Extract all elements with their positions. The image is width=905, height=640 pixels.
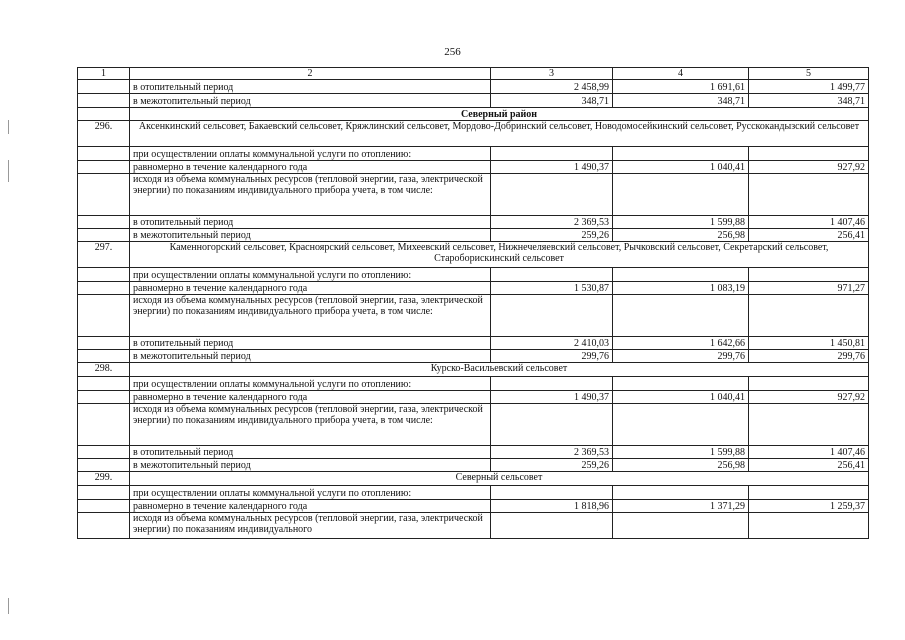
value-cell: 1 499,77 — [749, 80, 869, 94]
row-label: при осуществлении оплаты коммунальной услуги по отоплению: — [130, 377, 491, 391]
table-row — [78, 94, 869, 108]
settlement-list: Каменногорский сельсовет, Красноярский сельсовет, Михеевский сельсовет, Нижнечеляевский сельсовет, Рычковский сельсовет, Секретарский сельсовет, Староборискинский сельсовет — [130, 242, 869, 268]
table-row — [78, 174, 869, 216]
value-cell: 1 490,37 — [491, 161, 613, 174]
value-cell: 348,71 — [491, 94, 613, 108]
value-cell: 2 369,53 — [491, 446, 613, 459]
header-cell: 5 — [749, 68, 869, 80]
table-header-row — [78, 68, 869, 80]
header-cell: 4 — [613, 68, 749, 80]
row-label: в отопительный период — [130, 80, 491, 94]
settlement-row — [78, 121, 869, 147]
row-description: исходя из объема коммунальных ресурсов (тепловой энергии, газа, электрической энергии) по показаниям индивидуального прибора учета, в том числе: — [130, 174, 491, 216]
table-row — [78, 391, 869, 404]
table-row — [78, 337, 869, 350]
value-cell: 1 642,66 — [613, 337, 749, 350]
value-cell: 2 410,03 — [491, 337, 613, 350]
settlement-list: Аксенкинский сельсовет, Бакаевский сельсовет, Кряжлинский сельсовет, Мордово-Добринский сельсовет, Новодомосейкинский сельсовет, Русскокандызский сельсовет — [130, 121, 869, 147]
value-cell: 299,76 — [749, 350, 869, 363]
row-label: в отопительный период — [130, 446, 491, 459]
value-cell: 1 040,41 — [613, 391, 749, 404]
row-label: в отопительный период — [130, 337, 491, 350]
row-label: равномерно в течение календарного года — [130, 282, 491, 295]
row-label: в межотопительный период — [130, 94, 491, 108]
table-row — [78, 350, 869, 363]
value-cell: 1 691,61 — [613, 80, 749, 94]
row-label: в отопительный период — [130, 216, 491, 229]
value-cell: 1 407,46 — [749, 216, 869, 229]
row-label: при осуществлении оплаты коммунальной услуги по отоплению: — [130, 147, 491, 161]
value-cell: 927,92 — [749, 391, 869, 404]
value-cell: 1 530,87 — [491, 282, 613, 295]
scan-edge-mark — [8, 120, 9, 134]
value-cell: 256,41 — [749, 229, 869, 242]
table-row — [78, 229, 869, 242]
row-label: равномерно в течение календарного года — [130, 391, 491, 404]
table-row — [78, 80, 869, 94]
region-title: Северный район — [130, 108, 869, 121]
table-row — [78, 459, 869, 472]
table-row — [78, 161, 869, 174]
entry-number: 297. — [78, 242, 130, 268]
header-cell: 2 — [130, 68, 491, 80]
value-cell: 348,71 — [749, 94, 869, 108]
row-description: исходя из объема коммунальных ресурсов (тепловой энергии, газа, электрической энергии) по показаниям индивидуального прибора учета, в том числе: — [130, 295, 491, 337]
settlement-row — [78, 472, 869, 486]
value-cell: 971,27 — [749, 282, 869, 295]
tariff-table — [77, 67, 869, 539]
value-cell: 1 083,19 — [613, 282, 749, 295]
row-description: исходя из объема коммунальных ресурсов (тепловой энергии, газа, электрической энергии) по показаниям индивидуального — [130, 513, 491, 539]
value-cell: 259,26 — [491, 229, 613, 242]
row-label: в межотопительный период — [130, 459, 491, 472]
table-row — [78, 147, 869, 161]
entry-number: 296. — [78, 121, 130, 147]
table-row — [78, 486, 869, 500]
value-cell: 299,76 — [491, 350, 613, 363]
table-row — [78, 295, 869, 337]
header-cell: 1 — [78, 68, 130, 80]
value-cell: 1 599,88 — [613, 216, 749, 229]
value-cell: 256,98 — [613, 459, 749, 472]
value-cell: 1 371,29 — [613, 500, 749, 513]
table-row — [78, 513, 869, 539]
region-row — [78, 108, 869, 121]
value-cell: 1 407,46 — [749, 446, 869, 459]
entry-number: 299. — [78, 472, 130, 486]
table-row — [78, 268, 869, 282]
value-cell: 927,92 — [749, 161, 869, 174]
row-label: при осуществлении оплаты коммунальной услуги по отоплению: — [130, 268, 491, 282]
table-row — [78, 404, 869, 446]
header-cell: 3 — [491, 68, 613, 80]
scan-edge-mark — [8, 598, 9, 614]
value-cell: 1 450,81 — [749, 337, 869, 350]
value-cell: 299,76 — [613, 350, 749, 363]
settlement-row — [78, 363, 869, 377]
row-label: в межотопительный период — [130, 350, 491, 363]
entry-number: 298. — [78, 363, 130, 377]
row-label: равномерно в течение календарного года — [130, 500, 491, 513]
table-row — [78, 377, 869, 391]
page-number: 256 — [444, 46, 461, 58]
settlement-row — [78, 242, 869, 268]
row-description: исходя из объема коммунальных ресурсов (тепловой энергии, газа, электрической энергии) по показаниям индивидуального прибора учета, в том числе: — [130, 404, 491, 446]
table-row — [78, 216, 869, 229]
value-cell: 1 490,37 — [491, 391, 613, 404]
settlement-list: Северный сельсовет — [130, 472, 869, 486]
scan-edge-mark — [8, 160, 9, 182]
row-label: при осуществлении оплаты коммунальной услуги по отоплению: — [130, 486, 491, 500]
value-cell: 256,98 — [613, 229, 749, 242]
value-cell: 1 040,41 — [613, 161, 749, 174]
table-row — [78, 282, 869, 295]
value-cell: 1 599,88 — [613, 446, 749, 459]
row-label: в межотопительный период — [130, 229, 491, 242]
value-cell: 348,71 — [613, 94, 749, 108]
value-cell: 259,26 — [491, 459, 613, 472]
table-row — [78, 500, 869, 513]
value-cell: 2 458,99 — [491, 80, 613, 94]
value-cell: 256,41 — [749, 459, 869, 472]
value-cell: 2 369,53 — [491, 216, 613, 229]
row-label: равномерно в течение календарного года — [130, 161, 491, 174]
value-cell: 1 259,37 — [749, 500, 869, 513]
value-cell: 1 818,96 — [491, 500, 613, 513]
table-row — [78, 446, 869, 459]
settlement-list: Курско-Васильевский сельсовет — [130, 363, 869, 377]
